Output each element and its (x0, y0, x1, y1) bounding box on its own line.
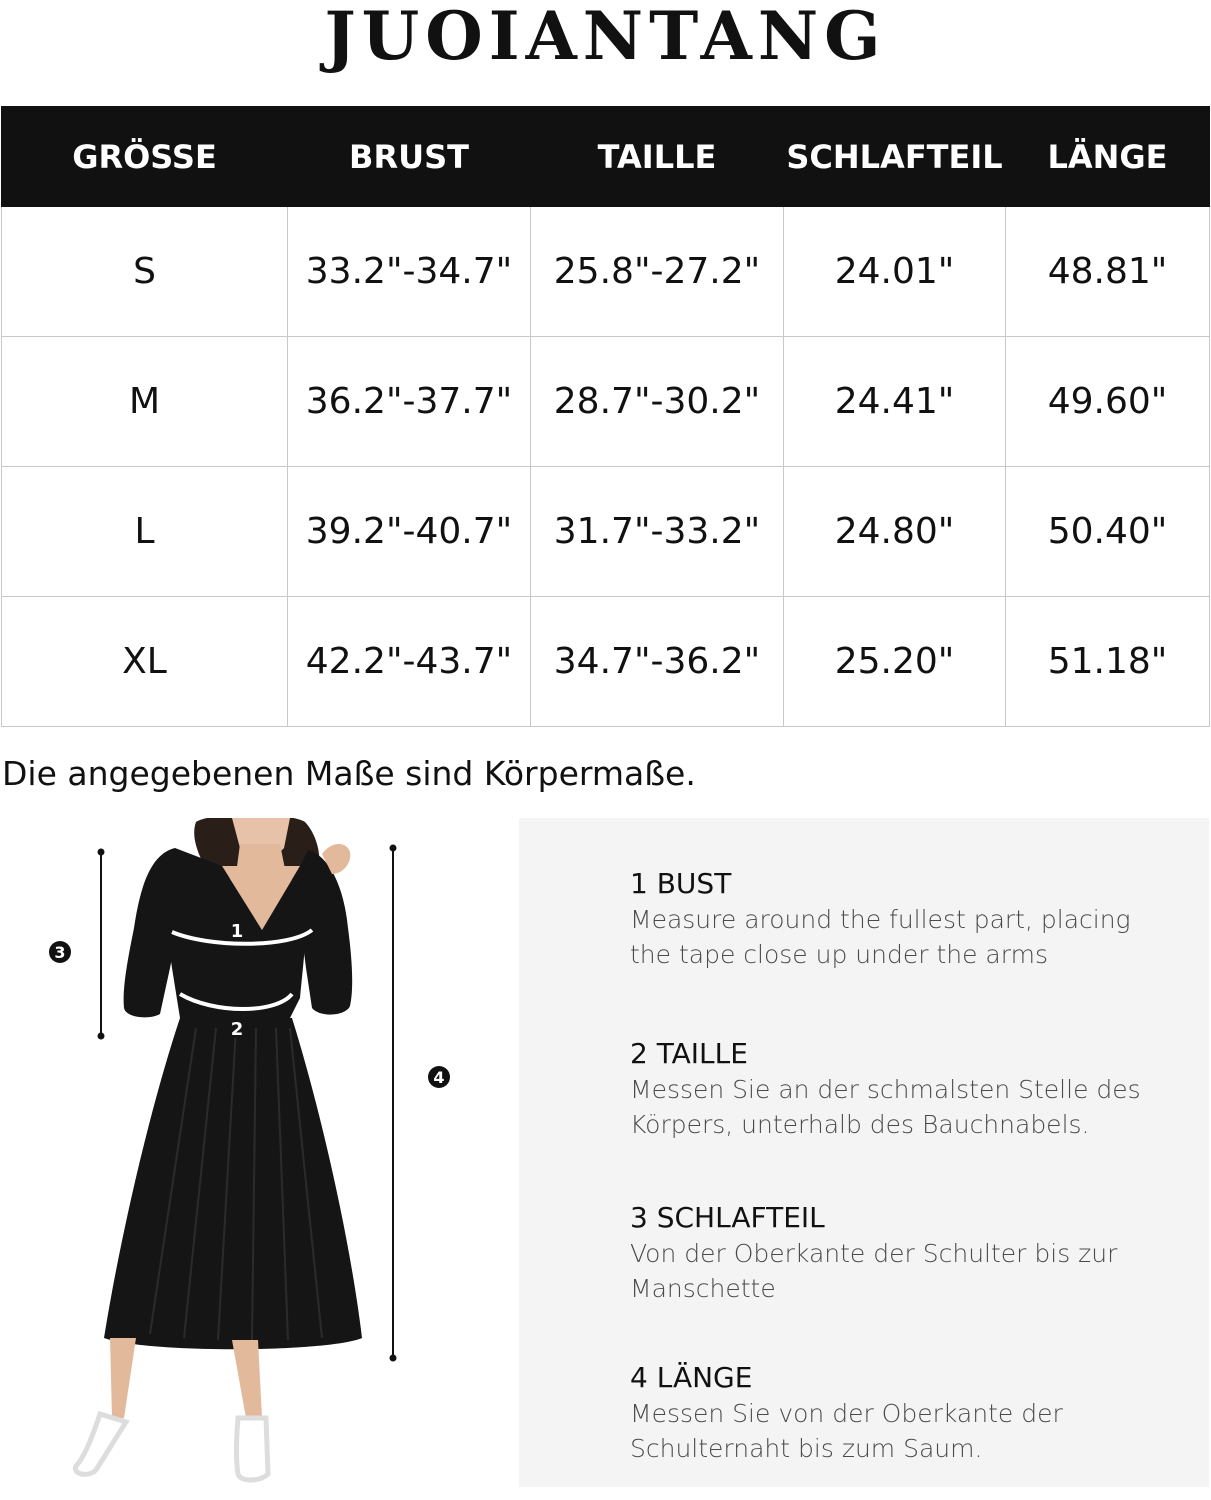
cell-bust: 39.2"-40.7" (288, 467, 531, 597)
cell-bust: 33.2"-34.7" (288, 207, 531, 337)
instruction-title: 2 TAILLE (630, 1037, 748, 1070)
header-sleeve: SCHLAFTEIL (784, 107, 1006, 207)
cell-sleeve: 24.80" (784, 467, 1006, 597)
instruction-title: 1 BUST (630, 867, 732, 900)
instruction-line: Messen Sie an der schmalsten Stelle des (630, 1075, 1141, 1104)
cell-waist: 25.8"-27.2" (531, 207, 784, 337)
instruction-title: 3 SCHLAFTEIL (630, 1201, 825, 1234)
marker-2-label: 2 (230, 1019, 244, 1040)
instruction-line: Messen Sie von der Oberkante der (630, 1399, 1063, 1428)
cell-size: M (2, 337, 288, 467)
cell-length: 51.18" (1006, 597, 1210, 727)
table-row (2, 337, 1210, 467)
table-row (2, 597, 1210, 727)
instruction-bust (630, 866, 1190, 972)
marker-3-label: 3 (54, 943, 66, 962)
instruction-length (630, 1360, 1190, 1466)
table-header-row (2, 107, 1210, 207)
cell-waist: 28.7"-30.2" (531, 337, 784, 467)
header-waist: TAILLE (531, 107, 784, 207)
dress-measurement-figure (0, 818, 518, 1500)
measurement-note: Die angegebenen Maße sind Körpermaße. (2, 754, 696, 793)
header-size: GRÖSSE (2, 107, 288, 207)
brand-title: JUOIANTANG (324, 0, 887, 75)
cell-sleeve: 24.01" (784, 207, 1006, 337)
cell-waist: 31.7"-33.2" (531, 467, 784, 597)
table-row (2, 467, 1210, 597)
instruction-waist (630, 1036, 1190, 1142)
left-leg (110, 1338, 136, 1418)
instruction-line: Manschette (630, 1274, 776, 1303)
header-bust: BRUST (288, 107, 531, 207)
measurement-instructions-panel (519, 818, 1209, 1487)
right-leg (232, 1340, 262, 1418)
header-length: LÄNGE (1006, 107, 1210, 207)
instruction-line: Körpers, unterhalb des Bauchnabels. (630, 1110, 1090, 1139)
cell-bust: 42.2"-43.7" (288, 597, 531, 727)
cell-waist: 34.7"-36.2" (531, 597, 784, 727)
instruction-line: Measure around the fullest part, placing (630, 905, 1131, 934)
cell-sleeve: 25.20" (784, 597, 1006, 727)
right-shoe (237, 1418, 269, 1480)
sleeve-measure-line (98, 849, 105, 1040)
marker-4-label: 4 (433, 1068, 445, 1087)
cell-sleeve: 24.41" (784, 337, 1006, 467)
cell-size: L (2, 467, 288, 597)
dress-illustration (0, 818, 518, 1500)
cell-size: S (2, 207, 288, 337)
cell-length: 50.40" (1006, 467, 1210, 597)
marker-4-icon (428, 1066, 450, 1088)
instruction-line: Von der Oberkante der Schulter bis zur (630, 1239, 1118, 1268)
left-shoe (75, 1414, 126, 1474)
instruction-line: the tape close up under the arms (630, 940, 1048, 969)
length-measure-line (390, 845, 397, 1362)
table-row (2, 207, 1210, 337)
instruction-line: Schulternaht bis zum Saum. (630, 1434, 983, 1463)
cell-length: 48.81" (1006, 207, 1210, 337)
size-chart-table (1, 106, 1210, 727)
instruction-sleeve (630, 1200, 1190, 1306)
cell-length: 49.60" (1006, 337, 1210, 467)
cell-bust: 36.2"-37.7" (288, 337, 531, 467)
instruction-title: 4 LÄNGE (630, 1361, 753, 1394)
cell-size: XL (2, 597, 288, 727)
marker-1-label: 1 (230, 921, 244, 942)
marker-3-icon (49, 941, 71, 963)
